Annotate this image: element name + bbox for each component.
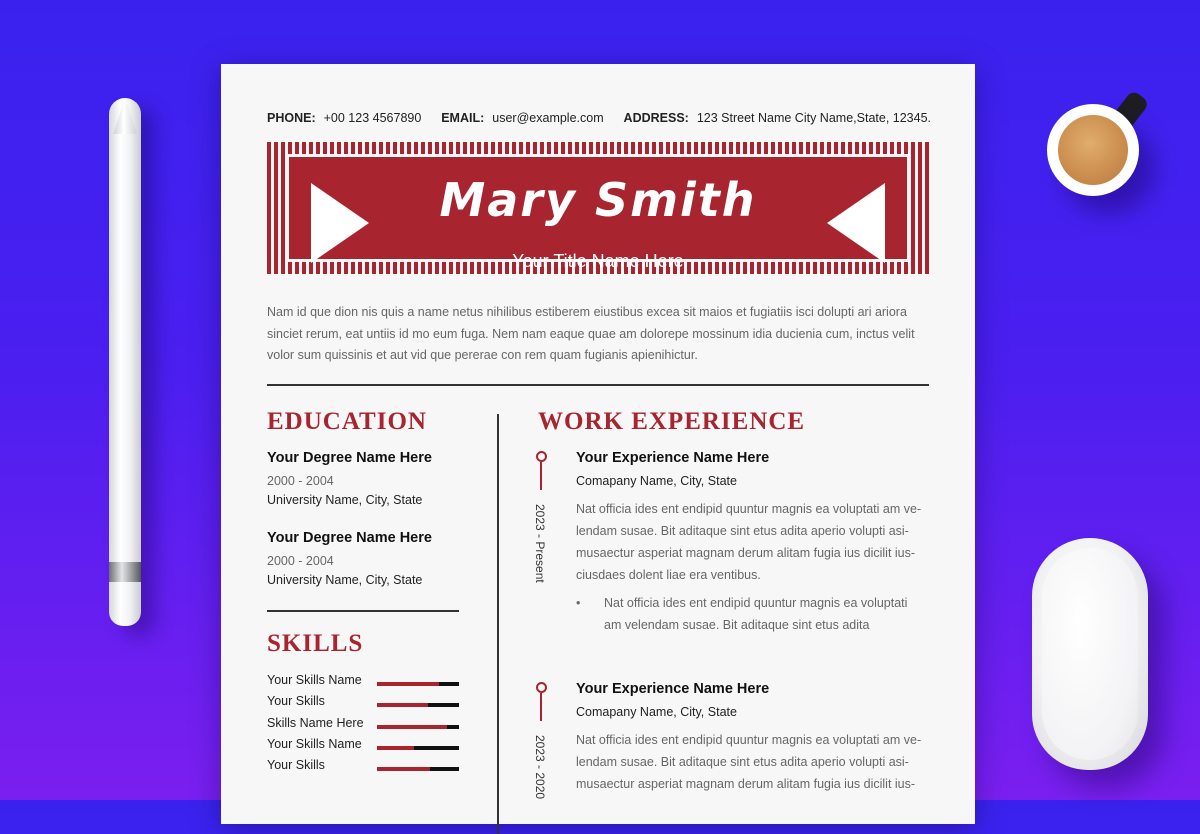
bullet-line: am velendam susae. Bit aditaque sint etus adita xyxy=(604,618,870,632)
skills-heading: SKILLS xyxy=(267,630,364,657)
description-line: lendam susae. Bit aditaque sint etus adita aperio volupti asi- xyxy=(576,755,909,769)
skill-bar xyxy=(377,746,459,750)
experience-company: Comapany Name, City, State xyxy=(576,705,737,719)
banner-ribbon xyxy=(289,157,907,271)
coffee xyxy=(1058,115,1128,185)
email-field: EMAIL: user@example.com xyxy=(441,111,604,125)
skill-row xyxy=(267,694,459,712)
timeline-line xyxy=(540,693,542,721)
skill-bar xyxy=(377,725,459,729)
degree-years: 2000 - 2004 xyxy=(267,474,334,488)
timeline-dot xyxy=(536,451,547,462)
address-field: ADDRESS: 123 Street Name City Name,State, 12345. xyxy=(623,111,931,125)
resume-paper xyxy=(221,64,975,824)
banner-stripe-top xyxy=(267,142,929,154)
experience-description xyxy=(576,498,936,586)
experience-description xyxy=(576,729,936,795)
header-divider xyxy=(267,384,929,386)
description-line: lendam susae. Bit aditaque sint etus adita aperio volupti asi- xyxy=(576,524,909,538)
experience-title: Your Experience Name Here xyxy=(576,681,770,697)
skill-bar-fill xyxy=(377,746,414,750)
degree-name: Your Degree Name Here xyxy=(267,450,432,466)
mouse-surface xyxy=(1042,548,1138,760)
bullet-line: • Nat officia ides ent endipid quuntur magnis ea voluptati xyxy=(604,596,908,610)
phone-field: PHONE: +00 123 4567890 xyxy=(267,111,422,125)
name-banner xyxy=(267,142,929,274)
education-entry xyxy=(267,450,487,507)
skill-bar xyxy=(377,767,459,771)
education-divider xyxy=(267,610,459,612)
skill-bar-fill xyxy=(377,703,428,707)
skill-label: Your Skills xyxy=(267,758,325,772)
skill-label: Skills Name Here xyxy=(267,716,364,730)
experience-entry xyxy=(576,681,936,795)
contact-bar xyxy=(267,111,931,129)
description-line: Nat officia ides ent endipid quuntur magnis ea voluptati am ve- xyxy=(576,733,922,747)
experience-bullet xyxy=(576,592,922,636)
experience-company: Comapany Name, City, State xyxy=(576,474,737,488)
skill-label: Your Skills Name xyxy=(267,673,362,687)
skill-label: Your Skills Name xyxy=(267,737,362,751)
degree-years: 2000 - 2004 xyxy=(267,554,334,568)
stylus-band xyxy=(109,562,141,582)
education-entry xyxy=(267,530,487,587)
skill-row xyxy=(267,673,459,691)
work-heading: WORK EXPERIENCE xyxy=(538,408,806,435)
skill-bar-fill xyxy=(377,725,447,729)
job-dates: 2023 - 2020 xyxy=(533,735,547,800)
timeline-line xyxy=(540,462,542,490)
column-divider xyxy=(497,414,499,834)
skill-label: Your Skills xyxy=(267,694,325,708)
profile-summary: Nam id que dion nis quis a name netus nihilibus estiberem eiustibus excea sit maios et fugiatiis isci dolupti ari ariora sinciet rerum, eat untiis id mo eum fuga. Nem nam eaque quae am dolorepe mossinum idia ducienia cum, inctus velit volor sum quissinis et aut vid que pererae con rem quam fugianis apienihictur. xyxy=(267,305,915,362)
skill-row xyxy=(267,716,459,734)
experience-entry xyxy=(576,450,936,636)
degree-name: Your Degree Name Here xyxy=(267,530,432,546)
timeline-dot xyxy=(536,682,547,693)
description-line: musaectur asperiat magnam derum alitam fugia ius dicilit ius- xyxy=(576,546,916,560)
description-line: Nat officia ides ent endipid quuntur magnis ea voluptati am ve- xyxy=(576,502,922,516)
stylus-pencil xyxy=(109,98,141,626)
skill-bar xyxy=(377,682,459,686)
job-title: Your Title Name Here xyxy=(512,251,684,271)
description-line: musaectur asperiat magnam derum alitam fugia ius dicilit ius- xyxy=(576,777,916,791)
description-line: ciusdaes dolent liae era ventibus. xyxy=(576,568,761,582)
person-name: Mary Smith xyxy=(439,173,757,227)
experience-title: Your Experience Name Here xyxy=(576,450,770,466)
degree-school: University Name, City, State xyxy=(267,493,423,507)
job-dates: 2023 - Present xyxy=(533,504,547,583)
degree-school: University Name, City, State xyxy=(267,573,423,587)
skill-bar-fill xyxy=(377,682,439,686)
skill-bar xyxy=(377,703,459,707)
skill-row xyxy=(267,737,459,755)
education-heading: EDUCATION xyxy=(267,408,427,435)
skill-row xyxy=(267,758,459,776)
skill-bar-fill xyxy=(377,767,430,771)
